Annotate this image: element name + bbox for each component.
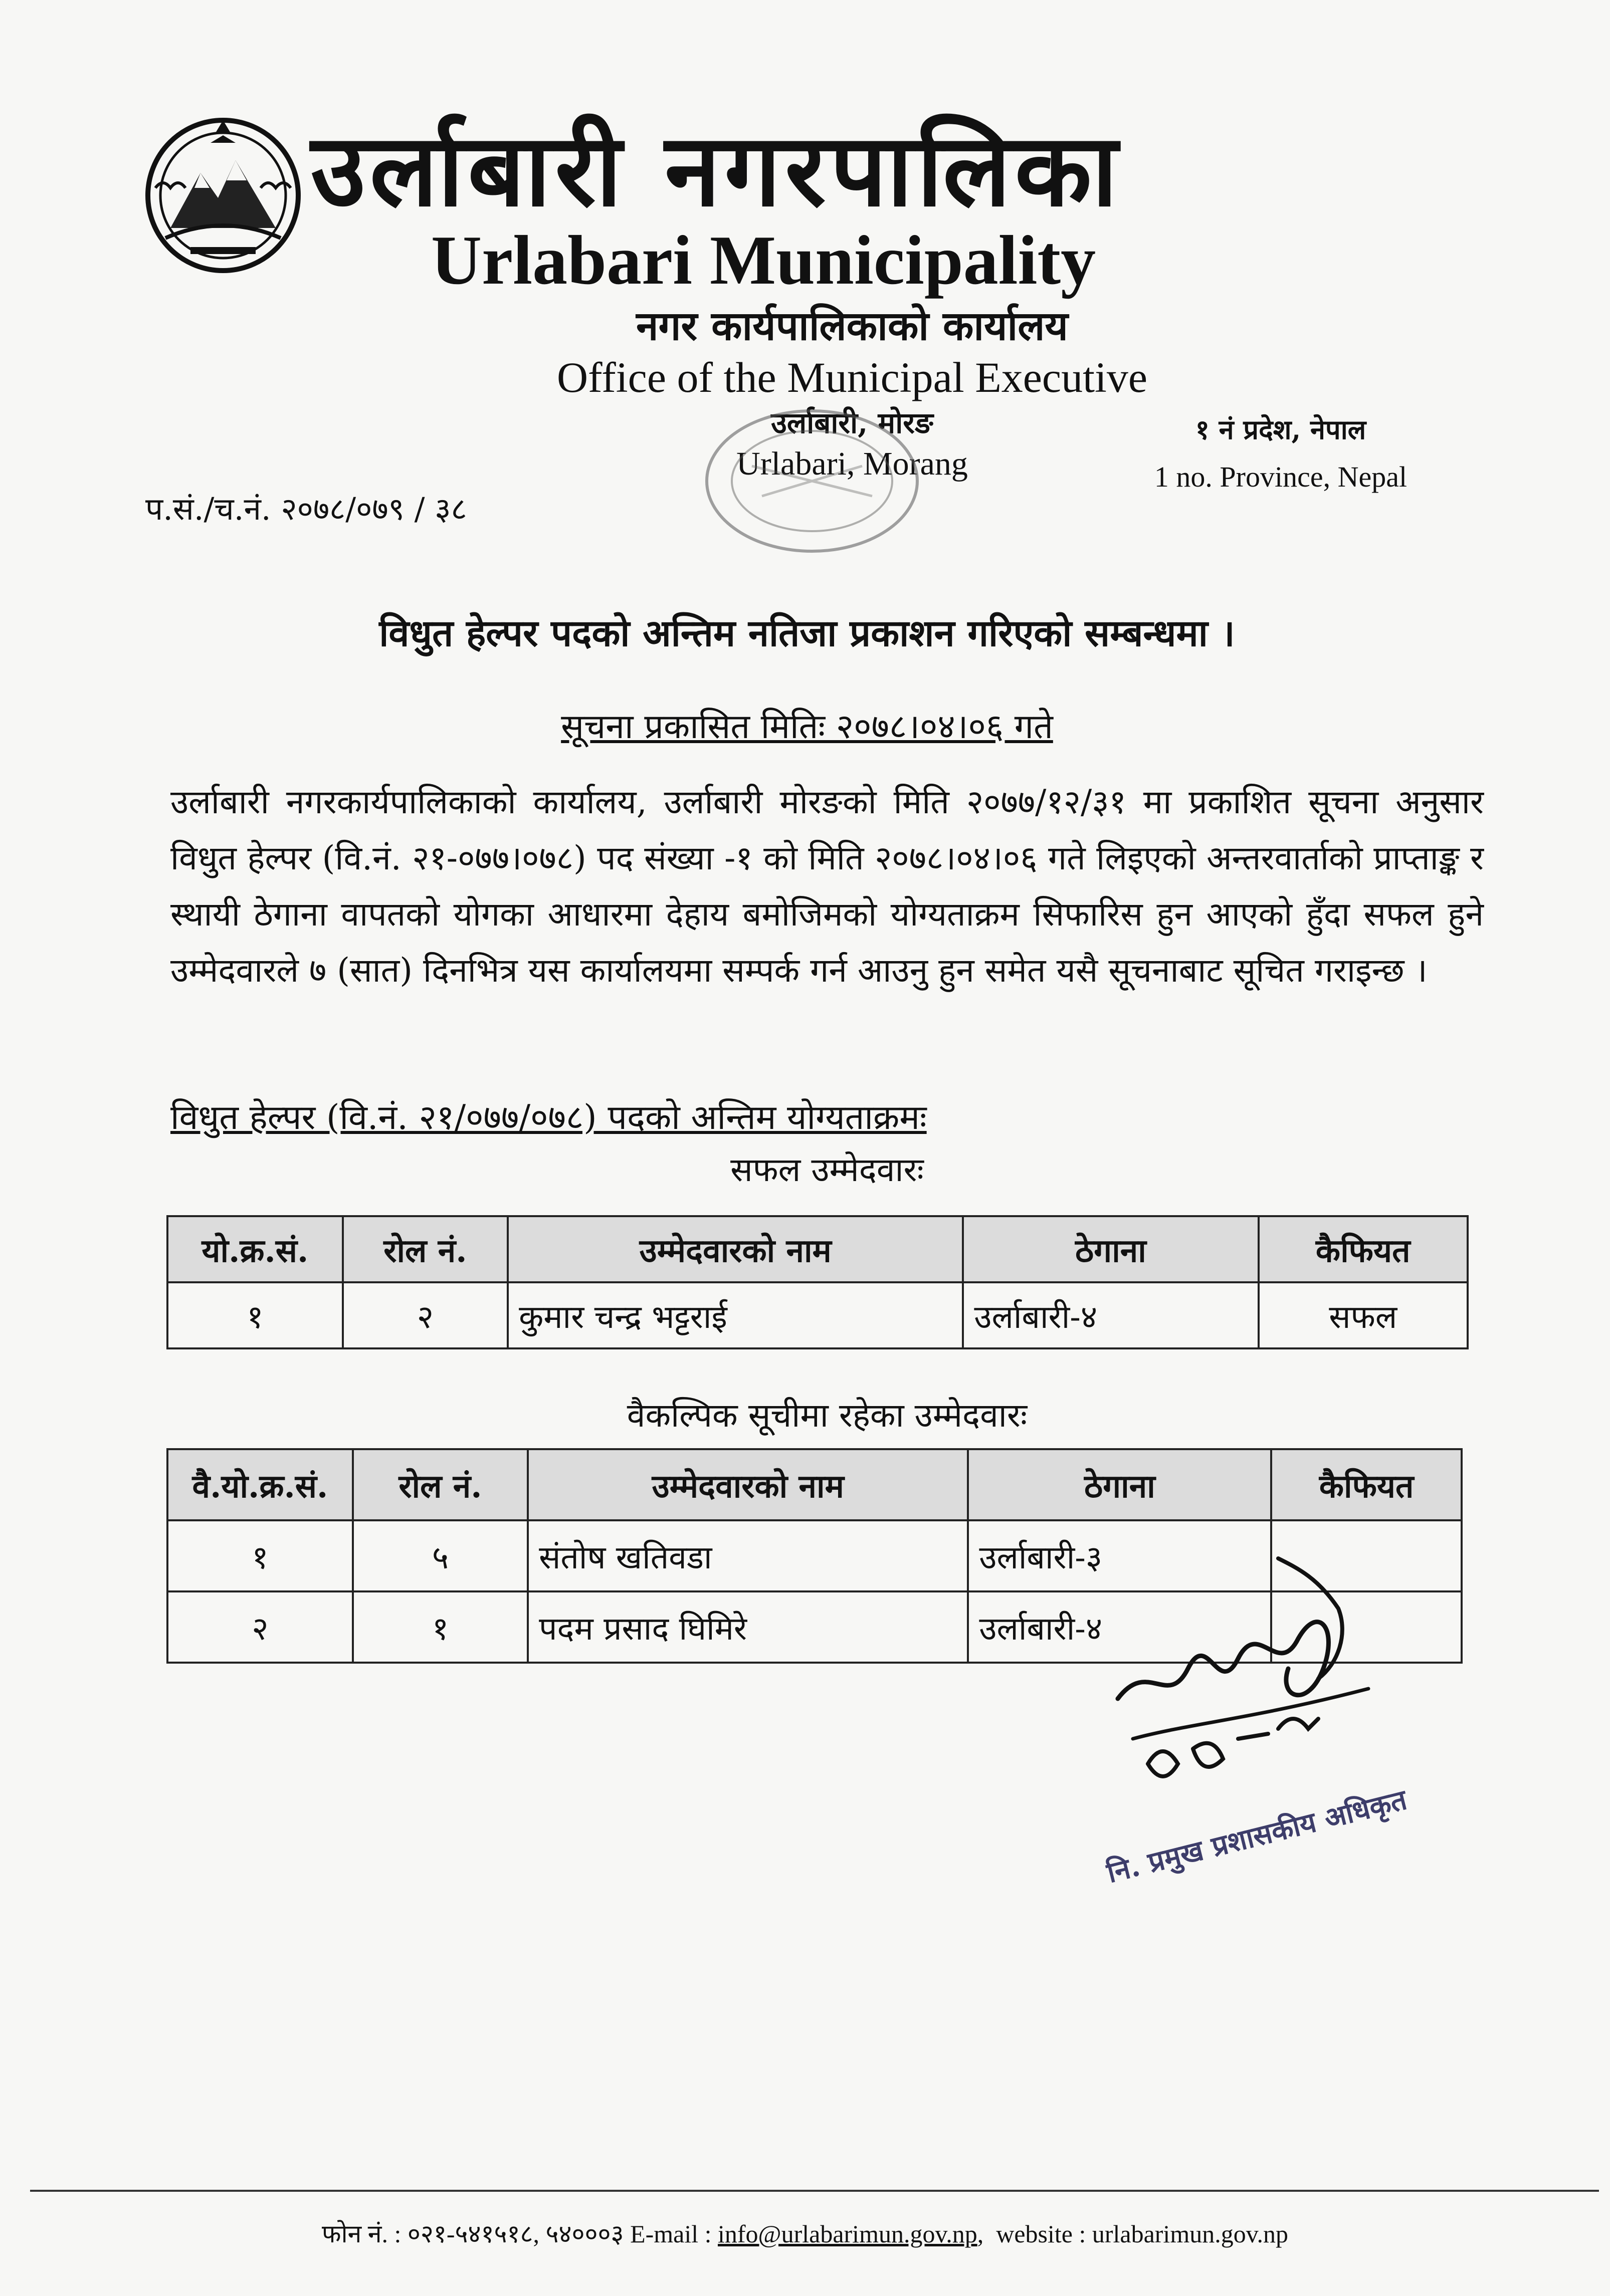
cell-serial: २ xyxy=(167,1591,353,1663)
office-stamp xyxy=(662,391,942,591)
office-name-english: Office of the Municipal Executive xyxy=(556,353,1148,401)
municipality-emblem-logo xyxy=(135,113,311,278)
cell-name: पदम प्रसाद घिमिरे xyxy=(528,1591,968,1663)
handwritten-signature xyxy=(1088,1548,1398,1809)
cell-roll: ५ xyxy=(353,1520,528,1591)
cell-roll: १ xyxy=(353,1591,528,1663)
notice-paragraph: उर्लाबारी नगरकार्यपालिकाको कार्यालय, उर्लाबारी मोरङको मिति २०७७/१२/३१ मा प्रकाशित सूचना अनुसार विधुत हेल्पर (वि.नं. २१-०७७।०७८) पद संख्या -१ को मिति २०७८।०४।०६ गते लिइएको अन्तरवार्ताको प्राप्ताङ्क र स्थायी ठेगाना वापतको योगका आधारमा देहाय बमोजिमको योग्यताक्रम सिफारिस हुन आएको हुँदा सफल हुने उम्मेदवारले ७ (सात) दिनभित्र यस कार्यालयमा सम्पर्क गर्न आउनु हुन समेत यसै सूचनाबाट सूचित गराइन्छ । xyxy=(170,783,1484,990)
column-header-remarks: कैफियत xyxy=(1271,1449,1462,1520)
footer-contact: फोन नं. : ०२१-५४१५१८, ५४०००३ E-mail : info@urlabarimun.gov.np, website : urlabarimun.gov.np xyxy=(322,2220,1288,2248)
successful-candidates-heading: सफल उम्मेदवारः xyxy=(730,1151,924,1189)
footer-divider xyxy=(30,2190,1599,2192)
notice-subject: विधुत हेल्पर पदको अन्तिम नतिजा प्रकाशन गरिएको सम्बन्धमा । xyxy=(379,612,1235,655)
footer-phone: फोन नं. : ०२१-५४१५१८, ५४०००३ xyxy=(322,2220,624,2248)
office-name-nepali: नगर कार्यपालिकाको कार्यालय xyxy=(636,302,1068,349)
footer-website-link[interactable]: urlabarimun.gov.np xyxy=(1092,2220,1288,2248)
footer-website-label: website : xyxy=(996,2220,1086,2248)
cell-name: कुमार चन्द्र भट्टराई xyxy=(508,1282,963,1348)
column-header-roll: रोल नं. xyxy=(353,1449,528,1520)
province-english: 1 no. Province, Nepal xyxy=(1154,461,1407,493)
column-header-remarks: कैफियत xyxy=(1259,1216,1468,1282)
column-header-serial: यो.क्र.सं. xyxy=(167,1216,343,1282)
cell-address: उर्लाबारी-४ xyxy=(963,1282,1258,1348)
column-header-roll: रोल नं. xyxy=(343,1216,508,1282)
cell-address: उर्लाबारी-४ xyxy=(968,1591,1271,1663)
published-date: सूचना प्रकासित मितिः २०७८।०४।०६ गते xyxy=(561,707,1053,747)
cell-serial: १ xyxy=(167,1520,353,1591)
final-list-heading: विधुत हेल्पर (वि.नं. २१/०७७/०७८) पदको अन्तिम योग्यताक्रमः xyxy=(170,1098,927,1137)
city-english: Urlabari, Morang xyxy=(736,445,968,482)
cell-address: उर्लाबारी-३ xyxy=(968,1520,1271,1591)
column-header-serial: वै.यो.क्र.सं. xyxy=(167,1449,353,1520)
column-header-name: उम्मेदवारको नाम xyxy=(528,1449,968,1520)
table-header-row xyxy=(167,1216,1468,1282)
footer-email-label: E-mail : xyxy=(630,2220,712,2248)
cell-name: संतोष खतिवडा xyxy=(528,1520,968,1591)
successful-candidates-table xyxy=(166,1215,1469,1349)
footer-email-link[interactable]: info@urlabarimun.gov.np xyxy=(718,2220,977,2248)
province-nepali: १ नं प्रदेश, नेपाल xyxy=(1195,413,1366,445)
cell-remarks: सफल xyxy=(1259,1282,1468,1348)
column-header-name: उम्मेदवारको नाम xyxy=(508,1216,963,1282)
signatory-title-stamp: नि. प्रमुख प्रशासकीय अधिकृत xyxy=(1103,1783,1411,1890)
municipality-name-english: Urlabari Municipality xyxy=(431,221,1096,299)
column-header-address: ठेगाना xyxy=(968,1449,1271,1520)
cell-roll: २ xyxy=(343,1282,508,1348)
city-nepali: उर्लाबारी, मोरङ xyxy=(771,406,933,440)
municipality-name-nepali: उर्लाबारी नगरपालिका xyxy=(311,111,1122,229)
table-row xyxy=(167,1282,1468,1348)
waitlist-candidates-heading: वैकल्पिक सूचीमा रहेका उम्मेदवारः xyxy=(627,1396,1028,1435)
column-header-address: ठेगाना xyxy=(963,1216,1258,1282)
cell-serial: १ xyxy=(167,1282,343,1348)
table-header-row xyxy=(167,1449,1462,1520)
reference-number: प.सं./च.नं. २०७८/०७९ / ३८ xyxy=(145,491,467,527)
